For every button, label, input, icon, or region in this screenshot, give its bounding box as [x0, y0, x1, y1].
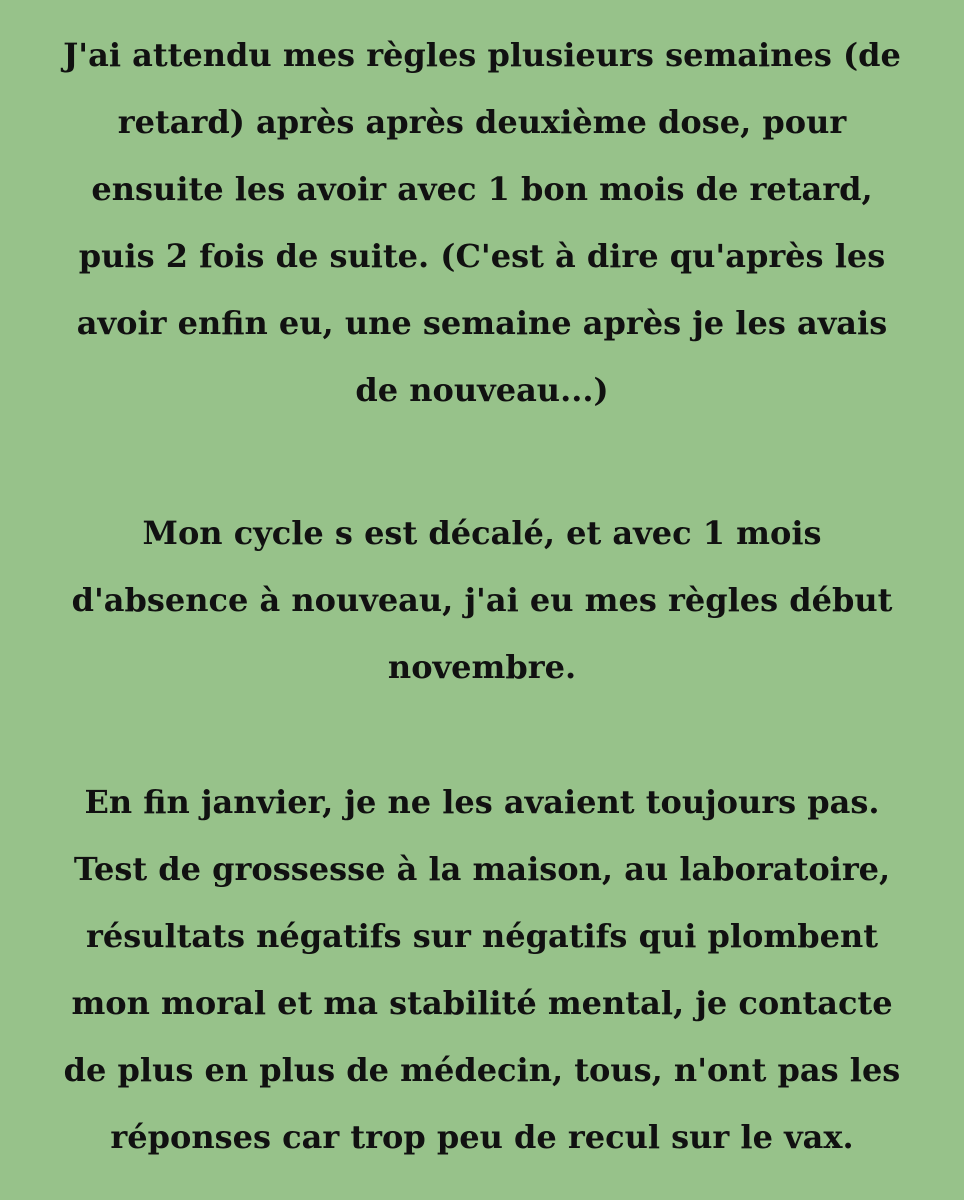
text-line: de plus en plus de médecin, tous, n'ont pas les [63, 1051, 901, 1089]
text-line: réponses car trop peu de recul sur le vax. [110, 1118, 854, 1156]
text-line: Test de grossesse à la maison, au laboratoire, [73, 850, 891, 888]
text-line: Mon cycle s est décalé, et avec 1 mois [142, 514, 822, 552]
text-line: avoir enfin eu, une semaine après je les avais [76, 304, 888, 342]
text-line: retard) après après deuxième dose, pour [117, 103, 847, 141]
text-line: ensuite les avoir avec 1 bon mois de retard, [91, 170, 873, 208]
text-line: J'ai attendu mes règles plusieurs semaines (de [63, 36, 901, 74]
text-line: novembre. [387, 648, 577, 686]
text-line: mon moral et ma stabilité mental, je contacte [71, 984, 893, 1022]
text-line: résultats négatifs sur négatifs qui plombent [85, 917, 879, 955]
paragraph-3 [0, 769, 964, 1171]
paragraph-1 [0, 22, 964, 424]
paragraph-2 [0, 500, 964, 701]
text-line: de nouveau...) [355, 371, 609, 409]
text-line: puis 2 fois de suite. (C'est à dire qu'après les [78, 237, 886, 275]
text-line: En fin janvier, je ne les avaient toujours pas. [84, 783, 880, 821]
text-line: d'absence à nouveau, j'ai eu mes règles début [71, 581, 893, 619]
